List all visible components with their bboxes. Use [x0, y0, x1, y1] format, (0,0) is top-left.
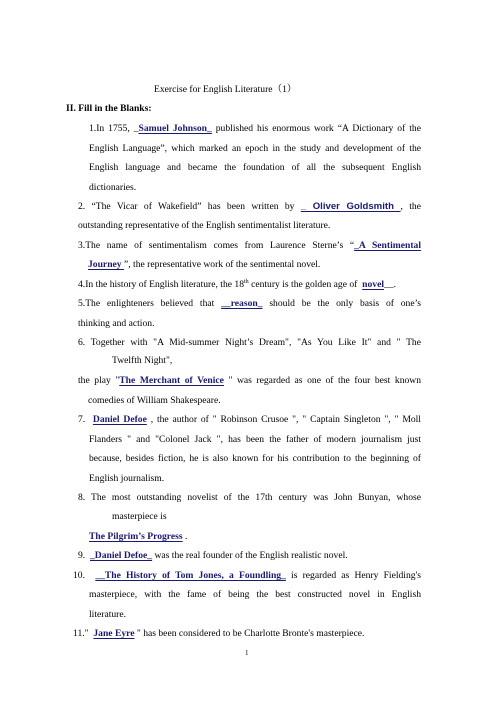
q7-line-3: because, besides fiction, he is also known for his contribution to the beginning of	[89, 453, 421, 464]
q3-answer-part-1: _A Sentimental	[354, 240, 421, 251]
q3-answer-part-2: Journey	[88, 259, 124, 270]
q6-answer: The Merchant of Venice	[119, 375, 224, 386]
q1-answer: Samuel Johnson	[138, 123, 207, 134]
q7-answer: Daniel Defoe	[92, 414, 147, 425]
q1-line-2: English Language”, which marked an epoch in the study and development of the	[89, 143, 421, 154]
q1-line-3: English language and became the foundation of all the subsequent English	[89, 162, 421, 173]
q3-line-2: Journey ”, the representative work of the sentimental novel.	[88, 259, 321, 270]
page-number: 1	[245, 649, 249, 657]
q10-line-3: literature.	[89, 609, 127, 620]
q10-answer: __The History of Tom Jones, a Foundling_	[95, 570, 286, 581]
q6-line-2: Twelfth Night",	[112, 355, 173, 366]
q7-line-2: Flanders " and "Colonel Jack ", has been the father of modern journalism just	[89, 434, 421, 445]
q8-line-1: 8. The most outstanding novelist of the 17th century was John Bunyan, whose	[78, 492, 421, 503]
q7-line-4: English journalism.	[89, 473, 165, 484]
q11-line-1: 11." Jane Eyre " has been considered to be Charlotte Bronte's masterpiece.	[73, 628, 365, 639]
q8-answer: The Pilgrim’s Progress	[89, 531, 183, 542]
q9-line-1: 9. _Daniel Defoe_ was the real founder of the English realistic novel.	[78, 550, 348, 561]
q5-line-2: thinking and action.	[78, 318, 155, 329]
q7-line-1: 7. Daniel Defoe , the author of " Robinson Crusoe ", " Captain Singleton ", " Moll	[78, 414, 421, 425]
q2-answer: _ Oliver Goldsmith	[300, 201, 401, 212]
q3-line-1: 3.The name of sentimentalism comes from Laurence Sterne’s “_A Sentimental	[78, 240, 421, 251]
q10-line-1: 10. __The History of Tom Jones, a Foundling_ is regarded as Henry Fielding's	[73, 570, 422, 581]
q1-line-1: 1.In 1755, _Samuel Johnson_ published his enormous work “A Dictionary of the	[89, 123, 421, 134]
q10-line-2: masterpiece, with the fame of being the best constructed novel in English	[89, 589, 421, 600]
q5-answer: __reason_	[221, 298, 263, 309]
q2-line-1: 2. “The Vicar of Wakefield” has been written by _ Oliver Goldsmith , the	[78, 201, 421, 212]
q4-line-1: 4.In the history of English literature, the 18th century is the golden age of novel__.	[78, 278, 397, 290]
q6-line-3: the play "The Merchant of Venice " was regarded as one of the four best known	[78, 375, 422, 386]
q9-answer: _Daniel Defoe_	[90, 550, 153, 561]
q2-line-2: outstanding representative of the English sentimentalist literature.	[78, 220, 331, 231]
document-title: Exercise for English Literature（1）	[154, 84, 297, 95]
q11-answer: Jane Eyre	[93, 628, 135, 639]
q4-answer: novel	[362, 279, 385, 290]
q5-line-1: 5.The enlighteners believed that __reason_ should be the only basis of one’s	[78, 298, 421, 309]
q8-line-2: masterpiece is	[112, 511, 167, 522]
q6-line-4: comedies of William Shakespeare.	[88, 395, 221, 406]
q8-line-3: The Pilgrim’s Progress .	[89, 531, 188, 542]
q1-line-4: dictionaries.	[89, 182, 137, 193]
section-heading: II. Fill in the Blanks:	[66, 103, 152, 114]
q6-line-1: 6. Together with "A Mid-summer Night’s Dream", "As You Like It" and " The	[78, 337, 421, 348]
